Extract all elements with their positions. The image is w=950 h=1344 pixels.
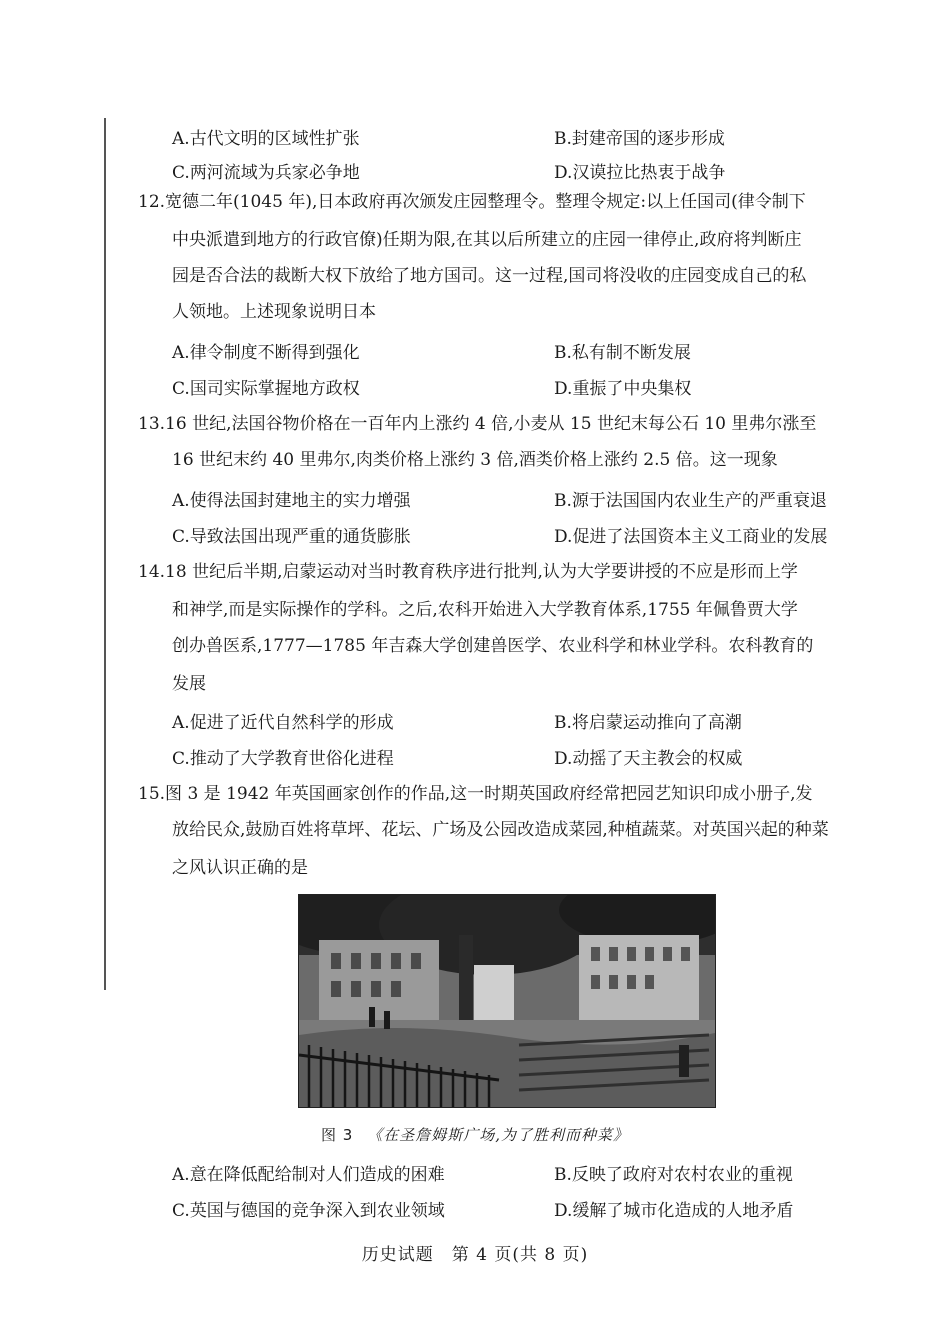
q13-option-b[interactable]: B.源于法国国内农业生产的严重衰退 (554, 491, 827, 511)
q12-stem-line-4: 人领地。上述现象说明日本 (172, 302, 376, 322)
q12-option-c[interactable]: C.国司实际掌握地方政权 (172, 379, 360, 399)
figure-title: 《在圣詹姆斯广场,为了胜利而种菜》 (367, 1126, 630, 1144)
q14-option-b[interactable]: B.将启蒙运动推向了高潮 (554, 713, 742, 733)
q12-options-row-1 (172, 338, 852, 364)
q15-stem-line-3: 之风认识正确的是 (172, 858, 308, 878)
q13-stem-line-1: 13.16 世纪,法国谷物价格在一百年内上涨约 4 倍,小麦从 15 世纪末每公石 10 里弗尔涨至 (138, 414, 817, 434)
q12-option-b[interactable]: B.私有制不断发展 (554, 343, 691, 363)
q14-stem-line-3: 创办兽医系,1777—1785 年吉森大学创建兽医学、农业科学和林业学科。农科教育的 (172, 636, 814, 656)
q13-stem-line-2: 16 世纪末约 40 里弗尔,肉类价格上涨约 3 倍,酒类价格上涨约 2.5 倍。这一现象 (172, 450, 778, 470)
q11-option-c[interactable]: C.两河流域为兵家必争地 (172, 163, 360, 183)
q14-options-row-1 (172, 708, 852, 734)
q14-stem-line-4: 发展 (172, 674, 206, 694)
painting-illustration (299, 895, 715, 1107)
q15-option-d[interactable]: D.缓解了城市化造成的人地矛盾 (554, 1201, 794, 1221)
q12-stem-line-1: 12.宽德二年(1045 年),日本政府再次颁发庄园整理令。整理令规定:以上任国司(律令制下 (138, 192, 806, 212)
q14-option-c[interactable]: C.推动了大学教育世俗化进程 (172, 749, 394, 769)
q13-option-d[interactable]: D.促进了法国资本主义工商业的发展 (554, 527, 828, 547)
q12-option-d[interactable]: D.重振了中央集权 (554, 379, 692, 399)
q11-option-a[interactable]: A.古代文明的区域性扩张 (172, 129, 360, 149)
page-footer: 历史试题 第 4 页(共 8 页) (361, 1245, 589, 1265)
q13-options-row-1 (172, 486, 852, 512)
q15-options-row-2 (172, 1196, 852, 1222)
q11-options-row-2 (172, 158, 852, 184)
q11-option-b[interactable]: B.封建帝国的逐步形成 (554, 129, 725, 149)
q15-options-row-1 (172, 1160, 852, 1186)
q14-stem-line-1: 14.18 世纪后半期,启蒙运动对当时教育秩序进行批判,认为大学要讲授的不应是形而上学 (138, 562, 798, 582)
q15-stem-line-1: 15.图 3 是 1942 年英国画家创作的作品,这一时期英国政府经常把园艺知识印成小册子,发 (138, 784, 813, 804)
q13-option-a[interactable]: A.使得法国封建地主的实力增强 (172, 491, 411, 511)
q15-option-b[interactable]: B.反映了政府对农村农业的重视 (554, 1165, 793, 1185)
q13-options-row-2 (172, 522, 852, 548)
q15-stem-line-2: 放给民众,鼓励百姓将草坪、花坛、广场及公园改造成菜园,种植蔬菜。对英国兴起的种菜 (172, 820, 829, 840)
q12-options-row-2 (172, 374, 852, 400)
q14-option-a[interactable]: A.促进了近代自然科学的形成 (172, 713, 394, 733)
q11-option-d[interactable]: D.汉谟拉比热衷于战争 (554, 163, 726, 183)
q11-options-row-1 (172, 124, 852, 150)
figure-3-caption (0, 1124, 950, 1145)
q15-option-a[interactable]: A.意在降低配给制对人们造成的困难 (172, 1165, 445, 1185)
figure-3-painting (298, 894, 716, 1108)
q13-option-c[interactable]: C.导致法国出现严重的通货膨胀 (172, 527, 411, 547)
q14-stem-line-2: 和神学,而是实际操作的学科。之后,农科开始进入大学教育体系,1755 年佩鲁贾大学 (172, 600, 798, 620)
q12-stem-line-2: 中央派遣到地方的行政官僚)任期为限,在其以后所建立的庄园一律停止,政府将判断庄 (172, 230, 802, 250)
q14-options-row-2 (172, 744, 852, 770)
binding-margin-line (104, 118, 106, 990)
q12-option-a[interactable]: A.律令制度不断得到强化 (172, 343, 360, 363)
q15-option-c[interactable]: C.英国与德国的竞争深入到农业领域 (172, 1201, 445, 1221)
q12-stem-line-3: 园是否合法的裁断大权下放给了地方国司。这一过程,国司将没收的庄园变成自己的私 (172, 266, 807, 286)
q14-option-d[interactable]: D.动摇了天主教会的权威 (554, 749, 743, 769)
figure-number: 图 3 (320, 1126, 354, 1144)
